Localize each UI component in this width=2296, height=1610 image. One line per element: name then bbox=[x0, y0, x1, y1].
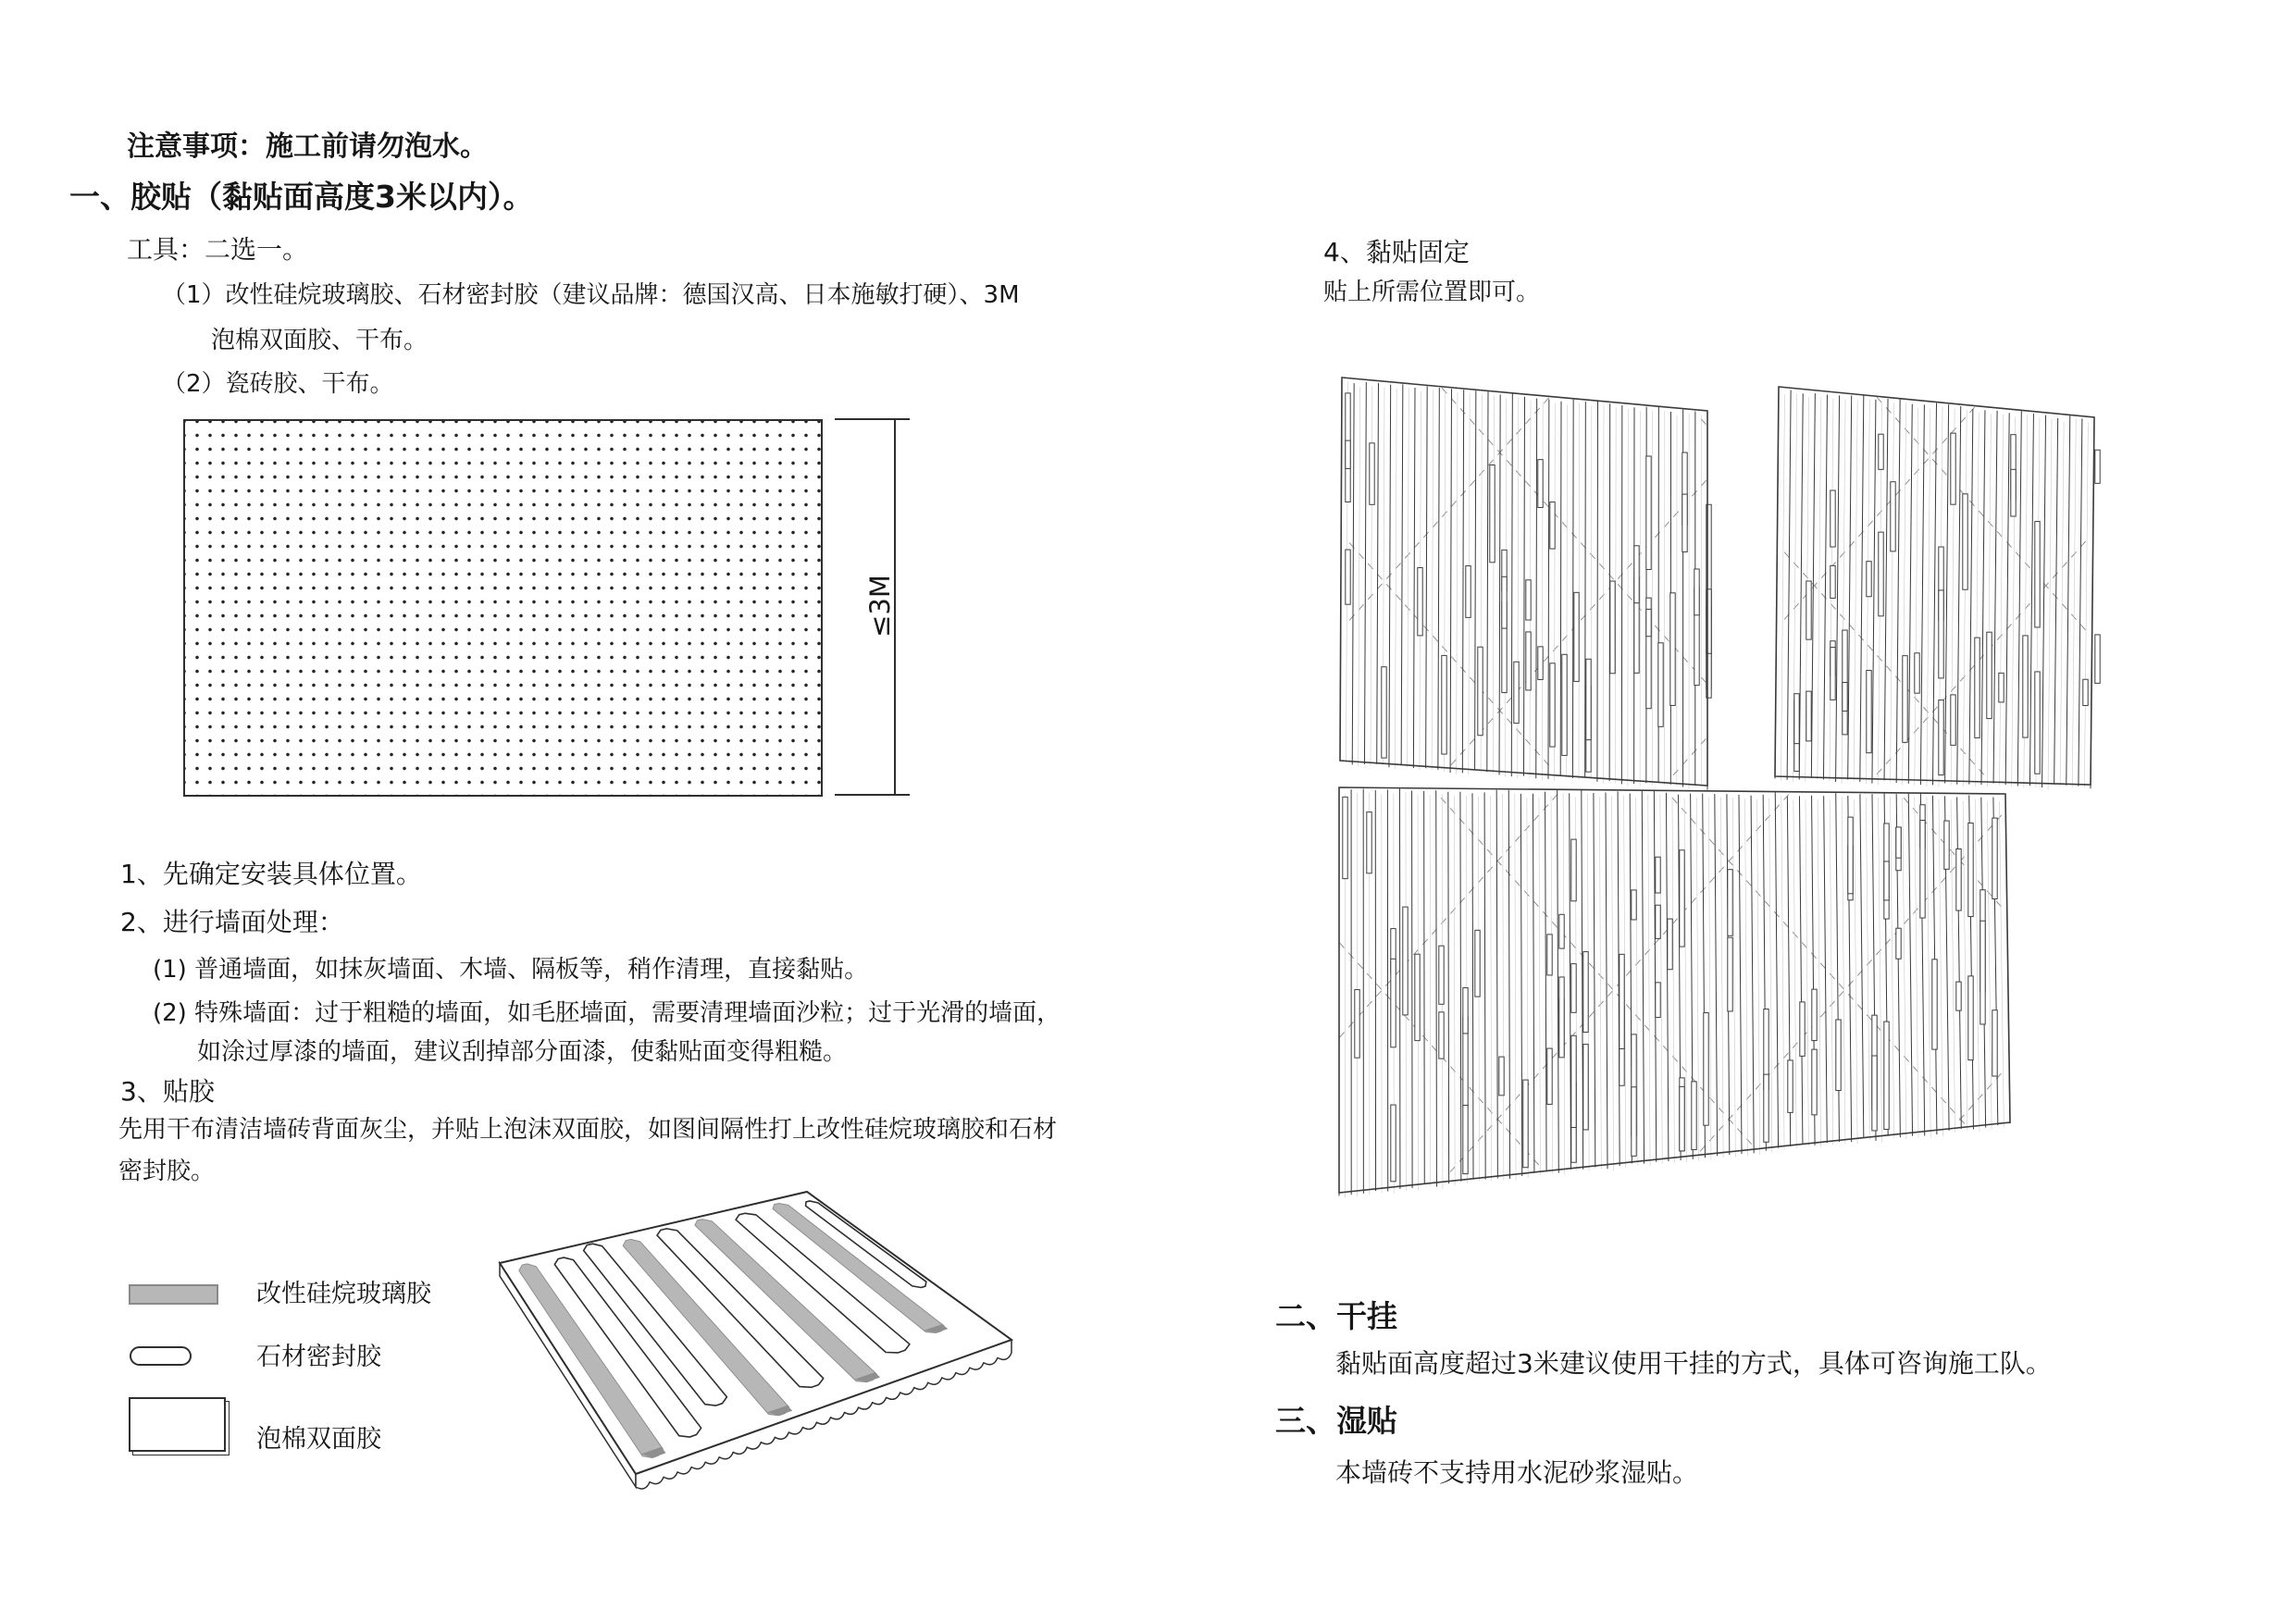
wall-panel-1 bbox=[1340, 378, 1711, 790]
notice-text: 注意事项：施工前请勿泡水。 bbox=[127, 130, 488, 163]
height-dim-extension-bottom bbox=[835, 794, 910, 796]
legend-swatch-sealant bbox=[130, 1346, 192, 1366]
tile-back-diagram bbox=[183, 419, 823, 797]
legend-swatch-foam bbox=[129, 1397, 226, 1452]
step-4-heading: 4、黏贴固定 bbox=[1323, 237, 1470, 267]
legend-label-sealant: 石材密封胶 bbox=[256, 1343, 381, 1371]
legend-swatch-glue bbox=[129, 1284, 218, 1305]
step-3-line1: 先用干布清洁墙砖背面灰尘，并贴上泡沫双面胶，如图间隔性打上改性硅烷玻璃胶和石材 bbox=[118, 1116, 1058, 1144]
section2-text: 黏贴面高度超过3米建议使用干挂的方式，具体可咨询施工队。 bbox=[1335, 1348, 2052, 1379]
tile-3d-illustration bbox=[500, 1192, 1011, 1489]
tool-option-1-line1: （1）改性硅烷玻璃胶、石材密封胶（建议品牌：德国汉高、日本施敏打硬）、3M bbox=[162, 281, 1020, 309]
height-dim-extension-top bbox=[835, 418, 910, 420]
tool-option-1-line2: 泡棉双面胶、干布。 bbox=[211, 327, 428, 354]
wall-panel-3 bbox=[1339, 787, 2010, 1197]
step-3-heading: 3、贴胶 bbox=[120, 1076, 215, 1107]
section1-title: 一、胶贴（黏贴面高度3米以内）。 bbox=[69, 179, 534, 215]
legend-label-foam: 泡棉双面胶 bbox=[256, 1425, 381, 1454]
step-1-text: 1、先确定安装具体位置。 bbox=[120, 859, 422, 889]
step-4-text: 贴上所需位置即可。 bbox=[1323, 279, 1541, 306]
height-dim-label: ≤3M bbox=[864, 575, 896, 638]
legend-label-glue: 改性硅烷玻璃胶 bbox=[256, 1280, 431, 1308]
step-2-item-1: (1) 普通墙面，如抹灰墙面、木墙、隔板等，稍作清理，直接黏贴。 bbox=[153, 956, 869, 984]
step-3-line2: 密封胶。 bbox=[118, 1158, 216, 1185]
section2-title: 二、干挂 bbox=[1275, 1298, 1397, 1334]
tools-heading: 工具：二选一。 bbox=[127, 234, 309, 265]
section3-title: 三、湿贴 bbox=[1275, 1403, 1397, 1439]
wall-panel-2 bbox=[1775, 387, 2100, 789]
tool-option-2: （2）瓷砖胶、干布。 bbox=[162, 370, 394, 398]
step-2-item-2-line1: (2) 特殊墙面：过于粗糙的墙面，如毛胚墙面，需要清理墙面沙粒；过于光滑的墙面， bbox=[153, 999, 1061, 1027]
section3-text: 本墙砖不支持用水泥砂浆湿贴。 bbox=[1335, 1457, 1699, 1488]
step-2-text: 2、进行墙面处理： bbox=[120, 907, 344, 937]
step-2-item-2-line2: 如涂过厚漆的墙面，建议刮掉部分面漆，使黏贴面变得粗糙。 bbox=[197, 1038, 848, 1066]
